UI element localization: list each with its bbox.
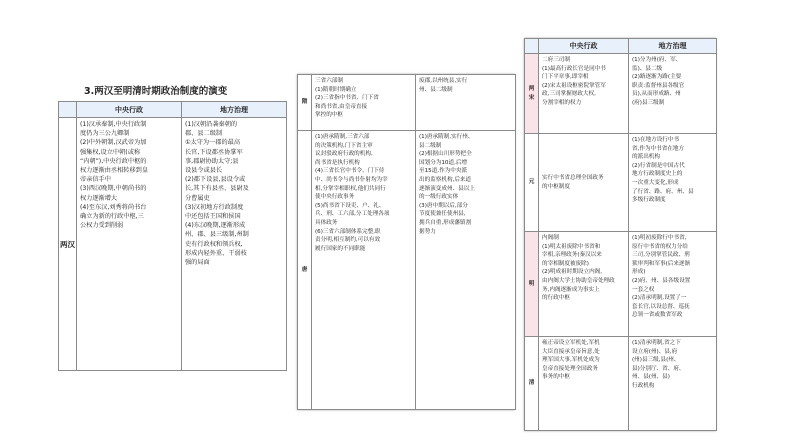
section-title: 3.两汉至明清时期政治制度的演变 bbox=[84, 86, 228, 97]
cell-line: 相,分掌宰相职权,他们共同行 bbox=[315, 185, 386, 192]
cell-line: 权力逐渐由丞相转移到皇 bbox=[80, 167, 149, 175]
cell-line: (1)唐承隋制,实行州、 bbox=[419, 134, 474, 140]
header-central: 中央行政 bbox=[77, 102, 182, 118]
cell-line: (1)在地方设行中书 bbox=[632, 137, 680, 143]
cell-line: 责分明,相互制约,可以有效 bbox=[315, 237, 381, 244]
cell-line: 议封驳政府行政的机构, bbox=[315, 151, 373, 158]
cell-line: (1)隋朝时期确立 bbox=[315, 86, 357, 93]
cell-line: 的决策机构,门下省主审 bbox=[315, 142, 373, 149]
cell-line: 原行中书省的权力分给 bbox=[632, 243, 688, 250]
cell-line: 由内阁大学士协助皇帝处理政 bbox=[542, 277, 615, 284]
cell-line: (2)行省制是中国古代 bbox=[632, 162, 685, 169]
cell-line: 门下平章事,即宰相 bbox=[542, 74, 589, 81]
cell-line: 事,郡尉协助太守;县 bbox=[185, 157, 239, 165]
cell-line: 兵、刑、工六部,分工处理各项 bbox=[315, 211, 390, 218]
cell-line: 权力逐渐增大 bbox=[80, 194, 118, 202]
cell-line: (2)根据山川形势把全 bbox=[419, 151, 472, 158]
cell-line: 郡、县二级制 bbox=[185, 130, 223, 138]
cell-line: 地方行政制度史上的 bbox=[632, 171, 683, 178]
cell-line: 宰相,亲理政务(秦汉以来 bbox=[542, 252, 602, 259]
cell-line: (1)汉朝沿袭秦朝的 bbox=[185, 121, 238, 128]
tang-local-cell bbox=[416, 131, 516, 410]
cell-line: 理军国大事,军机处成为 bbox=[542, 357, 600, 364]
yuan-central-cell bbox=[539, 134, 629, 232]
cell-line: 职责:监督州县各级官 bbox=[632, 82, 685, 89]
cell-line: 套长官,以设总督、巡抚 bbox=[632, 303, 690, 310]
cell-line: (5)尚书省下设吏、户、礼、 bbox=[315, 202, 385, 209]
cell-line: 和尚书省,由皇帝直接 bbox=[315, 103, 368, 110]
cell-line: 掌控的中枢 bbox=[315, 112, 343, 119]
sui-tang-card bbox=[297, 74, 515, 410]
cell-line: (府)县三级制 bbox=[632, 99, 665, 106]
cell-line: 使中央行政事务 bbox=[315, 194, 355, 201]
cell-line: 史有行政权和领兵权, bbox=[185, 240, 243, 248]
dynasty-song: 两宋 bbox=[525, 54, 539, 134]
cell-line: (1)明初废除行中书省, bbox=[632, 235, 687, 241]
cell-line: (6)三省六部制体系完整,职 bbox=[315, 228, 381, 235]
dynasty-yuan: 元 bbox=[525, 134, 539, 232]
cell-line: (3)唐中期以后,部分 bbox=[419, 202, 468, 209]
cell-line: 逐渐演变成州、县以上 bbox=[419, 185, 475, 192]
header-central-2: 中央行政 bbox=[539, 39, 629, 54]
cell-line: 州、郡、县三级制,州制 bbox=[185, 231, 249, 239]
qing-local-cell bbox=[629, 337, 717, 431]
cell-line: 省,作为中书省在地方 bbox=[632, 145, 685, 152]
cell-line: 度仍为三公九卿制 bbox=[80, 130, 130, 138]
cell-line: 三司,分别掌管民政、刑 bbox=[632, 252, 690, 259]
cell-line: (1)分为州(府、军、 bbox=[632, 57, 682, 63]
cell-line: (2)清承明制,设置了一 bbox=[632, 295, 687, 302]
cell-line: 总领一省或数省军政 bbox=[632, 312, 683, 319]
ming-central-cell bbox=[539, 232, 629, 337]
dynasty-sui: 隋 bbox=[298, 75, 312, 131]
cell-line: 分割宰相的权力 bbox=[542, 99, 582, 106]
cell-line: (2)中外朝制,汉武帝为加 bbox=[80, 139, 147, 147]
cell-line: 确立为新的行政中枢,三 bbox=[80, 213, 144, 221]
cell-line: 强的局面 bbox=[185, 259, 210, 267]
sui-local-cell bbox=[416, 75, 516, 131]
cell-line: 一次重大变化,形成 bbox=[632, 179, 679, 186]
cell-line: (2)郡下设县,县设令或 bbox=[185, 176, 246, 184]
song-local-cell bbox=[629, 54, 717, 134]
header-local-2: 地方治理 bbox=[629, 39, 717, 54]
cell-line: 具体政务 bbox=[315, 219, 338, 226]
cell-line: 出的监察机构,后来道 bbox=[419, 176, 472, 183]
cell-line: 一套之权 bbox=[632, 286, 655, 293]
cell-line: (1)明太祖废除中书省和 bbox=[542, 243, 601, 250]
cell-line: ①太守为一郡的最高 bbox=[185, 139, 241, 147]
song-qing-table bbox=[524, 38, 717, 431]
cell-line: 设立府(州)、县,府 bbox=[632, 348, 678, 355]
cell-line: 了行省、路、府、州、县 bbox=[632, 188, 694, 195]
cell-line: 县)分别厅、省、府、 bbox=[632, 365, 685, 372]
cell-line: 内阁制 bbox=[542, 235, 559, 241]
cell-line: 据势力 bbox=[419, 228, 436, 235]
header-local: 地方治理 bbox=[182, 102, 287, 118]
dynasty-qing: 清 bbox=[525, 337, 539, 431]
cell-line: 员),从而形成路、州 bbox=[632, 91, 681, 98]
cell-line: (1)最高行政长官是同中书 bbox=[542, 65, 606, 72]
cell-line: (州)县三级,县(州、 bbox=[632, 357, 680, 364]
cell-line: 中还包括王国和侯国 bbox=[185, 213, 241, 221]
cell-line: (4)三省长官中书令、门下侍 bbox=[315, 168, 385, 175]
han-central-cell bbox=[77, 118, 182, 371]
cell-line: “内朝”),中央行政中枢的 bbox=[80, 157, 147, 165]
cell-line: 至15道,作为中央派 bbox=[419, 168, 468, 175]
cell-line: 尚书省是执行机构 bbox=[315, 159, 360, 166]
cell-line: (2)三省指中书省、门下省 bbox=[315, 95, 379, 102]
cell-line: (1)汉承秦制,中央行政制 bbox=[80, 121, 147, 128]
cell-line: (4)至东汉,刘秀将尚书台 bbox=[80, 203, 147, 211]
cell-line: 分曹属吏 bbox=[185, 194, 210, 202]
cell-line: 大臣直接承皇帝旨意,处 bbox=[542, 348, 600, 355]
cell-line: 皇帝直接处理全国政务 bbox=[542, 365, 598, 372]
ming-local-cell bbox=[629, 232, 717, 337]
cell-line: 狱审判和军事(后来逐渐 bbox=[632, 260, 691, 267]
cell-line: (2)明成祖时期设立内阁, bbox=[542, 269, 603, 276]
cell-line: (1)清承明制,省之下 bbox=[632, 340, 681, 346]
cell-line: 强集权,设立中朝(或称 bbox=[80, 148, 141, 156]
sui-central-cell bbox=[312, 75, 416, 131]
cell-line: 履行国家的不同职能 bbox=[315, 245, 366, 252]
han-table bbox=[58, 101, 287, 371]
cell-line: (2)宋太祖设枢密院掌管军 bbox=[542, 82, 606, 89]
cell-line: 公权力受到削弱 bbox=[80, 222, 124, 230]
cell-line: 的宰相制度被废除) bbox=[542, 260, 589, 267]
cell-line: (3)汉初地方行政制度 bbox=[185, 203, 244, 211]
cell-line: 监)、县二级 bbox=[632, 65, 663, 72]
qing-central-cell bbox=[539, 337, 629, 431]
cell-line: 设县令或县长 bbox=[185, 167, 223, 175]
cell-line: 务,内阁逐渐成为事实上 bbox=[542, 286, 600, 293]
cell-line: 三省六部制 bbox=[315, 78, 343, 84]
cell-line: 的派出机构 bbox=[632, 154, 660, 161]
cell-line: 国划分为10道,后增 bbox=[419, 159, 468, 166]
cell-line: 形成) bbox=[632, 269, 646, 276]
cell-line: 州、县二级制 bbox=[419, 86, 453, 93]
song-qing-card bbox=[524, 38, 716, 431]
cell-line: 的一级行政实体 bbox=[419, 194, 459, 201]
cell-line: 帝亲信手中 bbox=[80, 176, 111, 184]
cell-line: 事务的中枢 bbox=[542, 374, 570, 381]
yuan-local-cell bbox=[629, 134, 717, 232]
cell-line: (2)府、州、县各级设置 bbox=[632, 277, 691, 284]
cell-line: 政,三司掌握财政大权, bbox=[542, 91, 596, 98]
han-local-cell bbox=[182, 118, 287, 371]
cell-line: 多级行政制度 bbox=[632, 197, 666, 204]
cell-line: (3)西汉晚期,中朝尚书的 bbox=[80, 185, 147, 193]
cell-line: 长官,下设郡丞协掌军 bbox=[185, 148, 243, 156]
sui-tang-table bbox=[297, 74, 516, 410]
cell-line: 行政机构 bbox=[632, 382, 655, 389]
cell-line: 废郡,以州统县,实行 bbox=[419, 78, 468, 84]
cell-line: 形成内轻外重、干弱枝 bbox=[185, 249, 247, 257]
cell-line: (1)唐承隋制,三省六部 bbox=[315, 134, 370, 140]
cell-line: 拥兵自重,形成藩镇割 bbox=[419, 219, 472, 226]
cell-line: 长,其下有县丞、县尉及 bbox=[185, 185, 249, 193]
cell-line: (2)路逐渐为路(主要 bbox=[632, 74, 682, 81]
cell-line: (4)东汉晚期,逐渐形成 bbox=[185, 222, 246, 230]
dynasty-tang: 唐 bbox=[298, 131, 312, 410]
cell-line: 雍正帝设立军机处,军机 bbox=[542, 340, 600, 346]
dynasty-han: 两汉 bbox=[59, 118, 77, 371]
cell-line: 县二级制 bbox=[419, 142, 442, 149]
cell-line: 二府三司制 bbox=[542, 57, 570, 63]
cell-line: 节度使兼任使州县, bbox=[419, 211, 466, 218]
header-blank bbox=[59, 102, 77, 118]
cell-line: 的中枢制度 bbox=[542, 183, 570, 190]
header-blank-2 bbox=[525, 39, 539, 54]
tang-central-cell bbox=[312, 131, 416, 410]
han-card bbox=[58, 86, 286, 371]
cell-line: 州、县(州、县) bbox=[632, 374, 670, 381]
cell-line: 中、尚书令与尚书仆射均为宰 bbox=[315, 176, 388, 183]
cell-line: 实行中书省总理全国政务 bbox=[542, 174, 604, 181]
cell-line: 的行政中枢 bbox=[542, 295, 570, 302]
dynasty-ming: 明 bbox=[525, 232, 539, 337]
song-central-cell bbox=[539, 54, 629, 134]
